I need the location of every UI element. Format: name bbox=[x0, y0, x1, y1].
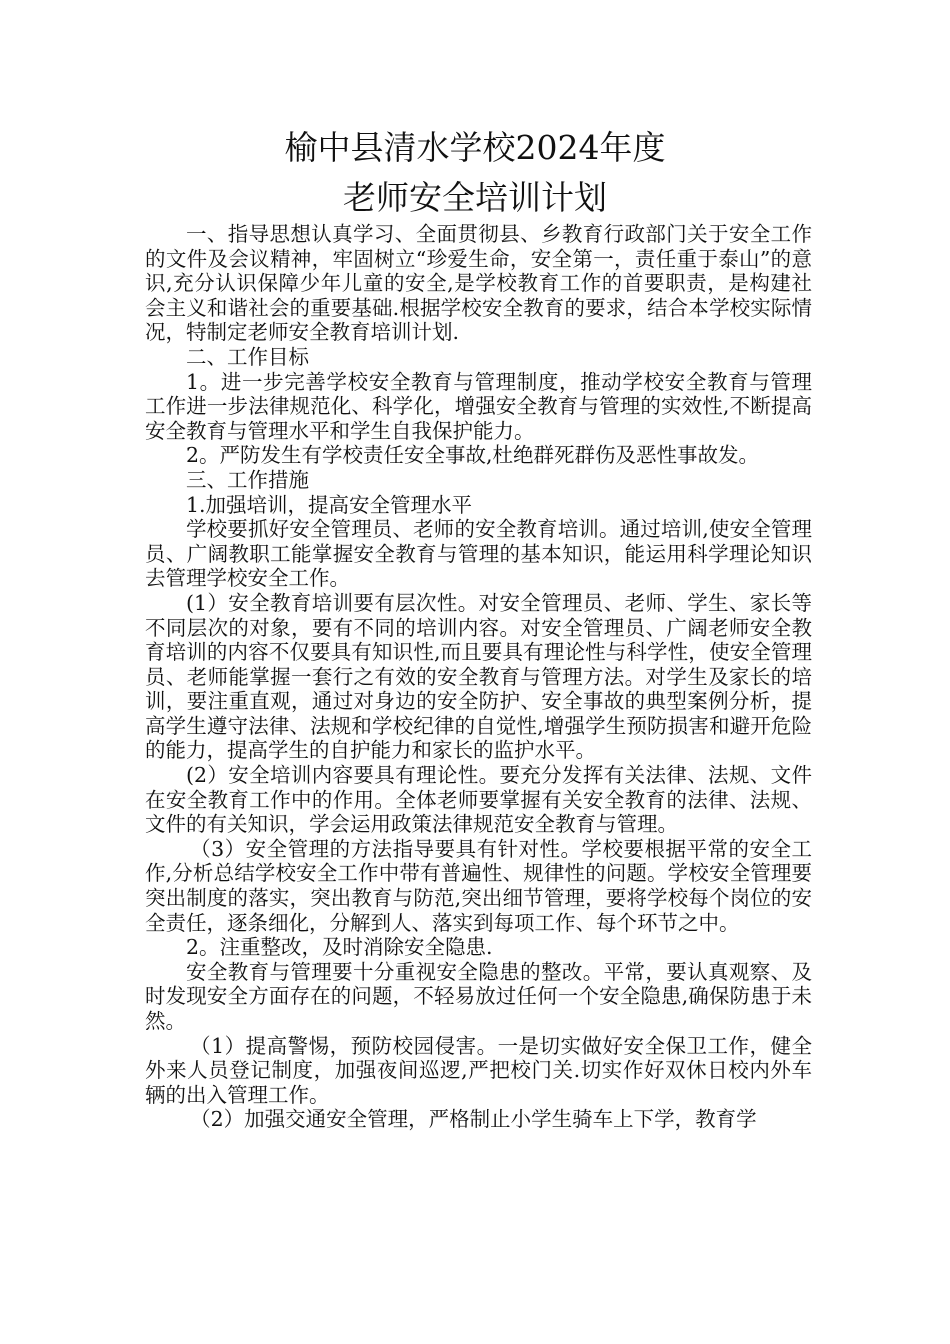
paragraph-rectification-intro: 安全教育与管理要十分重视安全隐患的整改。平常，要认真观察、及时发现安全方面存在的问题，不轻易放过任何一个安全隐患,确保防患于未然。 bbox=[145, 959, 812, 1033]
paragraph-goal-2: 2。严防发生有学校责任安全事故,杜绝群死群伤及恶性事故发。 bbox=[186, 443, 760, 468]
document-title-line1: 榆中县清水学校2024年度 bbox=[284, 128, 666, 167]
paragraph-guiding-ideology: 一、指导思想认真学习、全面贯彻县、乡教育行政部门关于安全工作的文件及会议精神，牢固树立“珍爱生命，安全第一，责任重于泰山”的意识,充分认识保障少年儿童的安全,是学校教育工作的首要职责，是构建社会主义和谐社会的重要基础.根据学校安全教育的要求，结合本学校实际情况，特制定老师安全教育培训计划. bbox=[145, 222, 812, 345]
document-title-line2: 老师安全培训计划 bbox=[343, 178, 607, 217]
paragraph-goal-1: 1。进一步完善学校安全教育与管理制度，推动学校安全教育与管理工作进一步法律规范化、科学化，增强安全教育与管理的实效性,不断提高安全教育与管理水平和学生自我保护能力。 bbox=[145, 369, 812, 443]
subheading-strengthen-training: 1.加强培训，提高安全管理水平 bbox=[186, 492, 473, 517]
paragraph-rectification-item-2: （2）加强交通安全管理，严格制止小学生骑车上下学，教育学 bbox=[190, 1107, 757, 1132]
heading-work-measures: 三、工作措施 bbox=[186, 467, 309, 492]
heading-work-goals: 二、工作目标 bbox=[186, 344, 309, 369]
paragraph-training-item-3: （3）安全管理的方法指导要具有针对性。学校要根据平常的安全工作,分析总结学校安全工作中带有普遍性、规律性的问题。学校安全管理要突出制度的落实，突出教育与防范,突出细节管理，要将学校每个岗位的安全责任，逐条细化，分解到人、落实到每项工作、每个环节之中。 bbox=[145, 836, 812, 935]
subheading-rectification: 2。注重整改，及时消除安全隐患. bbox=[186, 935, 493, 960]
document-body bbox=[145, 222, 812, 1132]
paragraph-training-item-1: (1）安全教育培训要有层次性。对安全管理员、老师、学生、家长等不同层次的对象，要有不同的培训内容。对安全管理员、广阔老师安全教育培训的内容不仅要具有知识性,而且要具有理论性与科学性，使安全管理员、老师能掌握一套行之有效的安全教育与管理方法。对学生及家长的培训，要注重直观，通过对身边的安全防护、安全事故的典型案例分析，提高学生遵守法律、法规和学校纪律的自觉性,增强学生预防损害和避开危险的能力，提高学生的自护能力和家长的监护水平。 bbox=[145, 590, 812, 763]
paragraph-rectification-item-1: （1）提高警惕，预防校园侵害。一是切实做好安全保卫工作，健全外来人员登记制度，加强夜间巡逻,严把校门关.切实作好双休日校内外车辆的出入管理工作。 bbox=[145, 1033, 812, 1107]
paragraph-training-item-2: (2）安全培训内容要具有理论性。要充分发挥有关法律、法规、文件在安全教育工作中的作用。全体老师要掌握有关安全教育的法律、法规、文件的有关知识，学会运用政策法律规范安全教育与管理。 bbox=[145, 763, 812, 837]
paragraph-training-intro: 学校要抓好安全管理员、老师的安全教育培训。通过培训,使安全管理员、广阔教职工能掌握安全教育与管理的基本知识，能运用科学理论知识去管理学校安全工作。 bbox=[145, 517, 812, 591]
